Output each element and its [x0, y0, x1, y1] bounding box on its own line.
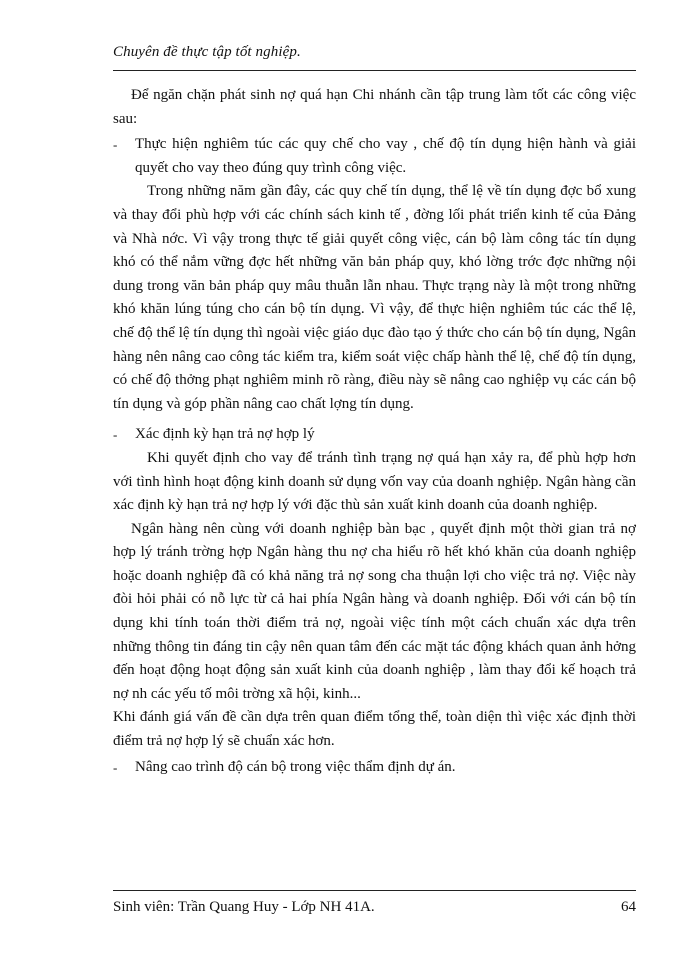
paragraph-3: Ngân hàng nên cùng với doanh nghiệp bàn bạc , quyết định một thời gian trả nợ hợp lý tránh trờng hợp Ngân hàng thu nợ cha hiểu rõ hết khó khăn của doanh nghiệp hoặc doanh nghiệp đã có khả năng trả nợ song cha thuận lợi cho việc trả nợ. Việc này đòi hỏi phải có nỗ lực từ cả hai phía Ngân hàng và doanh nghiệp. Đối với cán bộ tín dụng khi tính toán thời điểm trả nợ, ngoài việc tính một cách chuẩn xác dựa trên những thông tin đáng tin cậy nên quan tâm đến các mặt tác động khách quan ảnh hởng đến hoạt động hoạt động sản xuất kinh của doanh nghiệp , làm thay đổi kế hoạch trả nợ nh các yếu tố môi trờng xã hội, kinh...: [113, 520, 636, 702]
bullet-marker: -: [113, 427, 118, 443]
paragraph-4: Khi đánh giá vấn đề cần dựa trên quan điểm tổng thể, toàn diện thì việc xác định thời điểm trả nợ hợp lý sẽ chuẩn xác hơn.: [113, 709, 636, 750]
bullet-marker: -: [113, 137, 118, 153]
bullet-item-1: [113, 133, 636, 180]
bullet-text: Nâng cao trình độ cán bộ trong việc thẩm định dự án.: [135, 758, 456, 775]
header-rule: [113, 70, 636, 71]
page-footer: [113, 899, 636, 916]
page-number: 64: [621, 899, 636, 915]
paragraph-2: Khi quyết định cho vay để tránh tình trạng nợ quá hạn xảy ra, để phù hợp hơn với tình hình hoạt động kinh doanh sử dụng vốn vay của doanh nghiệp. Ngân hàng cần xác định kỳ hạn trả nợ hợp lý với đặc thù sản xuất kinh doanh của doanh nghiệp.: [113, 449, 636, 514]
bullet-text: Thực hiện nghiêm túc các quy chế cho vay , chế độ tín dụng hiện hành và giải quyết cho vay theo đúng quy trình công việc.: [135, 136, 636, 176]
footer-author: Sinh viên: Trần Quang Huy - Lớp NH 41A.: [113, 899, 375, 915]
page-body: [113, 84, 636, 779]
bullet-item-2: [113, 423, 636, 447]
footer-rule: [113, 890, 636, 891]
intro-paragraph: Để ngăn chặn phát sinh nợ quá hạn Chi nhánh cần tập trung làm tốt các công việc sau:: [113, 87, 636, 127]
bullet-text: Xác định kỳ hạn trả nợ hợp lý: [135, 426, 315, 443]
bullet-marker: -: [113, 759, 118, 775]
running-header: Chuyên đề thực tập tốt nghiệp.: [113, 44, 301, 60]
bullet-item-3: [113, 756, 636, 780]
paragraph-1: Trong những năm gần đây, các quy chế tín dụng, thể lệ về tín dụng đợc bổ xung và thay đổi phù hợp với các chính sách kinh tế , đờng lối phát triển kinh tế của Đảng và Nhà nớc. Vì vậy trong thực tế giải quyết công việc, cán bộ làm công tác tín dụng khó có thể nắm vững đợc hết những văn bản pháp quy, khó lờng trớc đợc những nội dung trong văn bản pháp quy mâu thuẫn lẫn nhau. Thực trạng này là một trong những khó khăn lúng túng cho cán bộ tín dụng. Vì vậy, để thực hiện nghiêm túc các thể lệ, chế độ thể lệ tín dụng thì ngoài việc giáo dục đào tạo ý thức cho cán bộ tín dụng, Ngân hàng nên nâng cao công tác kiểm tra, kiểm soát việc chấp hành thể lệ, chế độ tín dụng, có chế độ thởng phạt nghiêm minh rõ ràng, điều này sẽ nâng cao nghiệp vụ các cán bộ tín dụng và góp phần nâng cao chất lợng tín dụng.: [113, 183, 636, 412]
